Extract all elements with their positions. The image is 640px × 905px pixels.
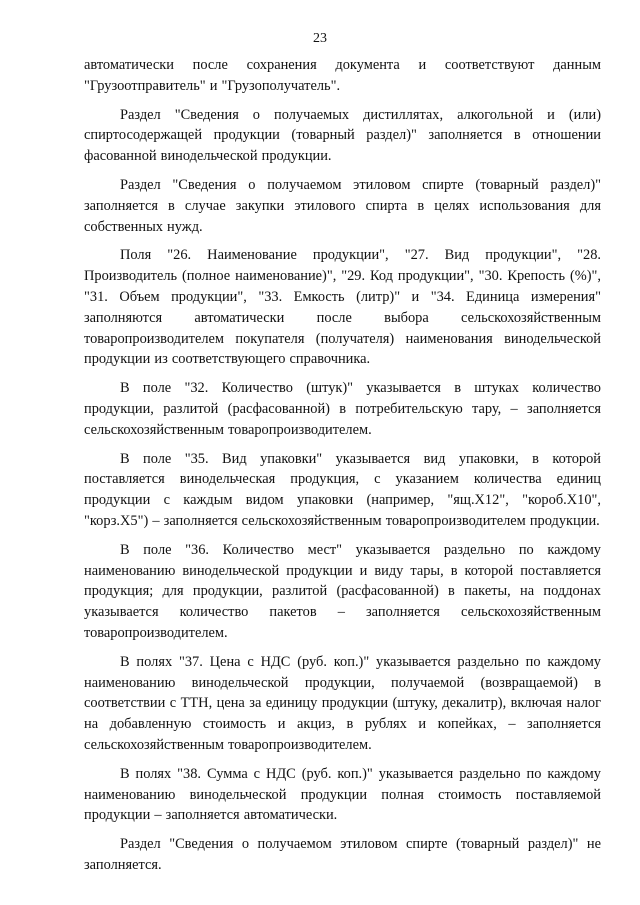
paragraph-field-32: В поле "32. Количество (штук)" указывается в штуках количество продукции, разлитой (расфасованной) в потребительскую тару, – заполняется сельскохозяйственным товаропроизводителем. <box>84 380 601 438</box>
paragraph-field-36: В поле "36. Количество мест" указывается раздельно по каждому наименованию винодельческой продукции и виду тары, в которой поставляется продукция; для продукции, разлитой (расфасованной) в пакеты, на поддонах указывается количество пакетов – заполняется сельскохозяйственным товаропроизводителем. <box>84 541 601 641</box>
paragraph-ethyl-spirit-section: Раздел "Сведения о получаемом этиловом спирте (товарный раздел)" заполняется в случае закупки этилового спирта в целях использования для собственных нужд. <box>84 176 601 235</box>
paragraph-field-35: В поле "35. Вид упаковки" указывается вид упаковки, в которой поставляется винодельческая продукция, с указанием количества единиц продукции с каждым видом упаковки (например, "ящ.Х12", "короб.Х10", "корз.Х5") – заполняется сельскохозяйственным товаропроизводителем продукции. <box>84 450 601 529</box>
paragraph-fields-26-34: Поля "26. Наименование продукции", "27. Вид продукции", "28. Производитель (полное наименование)", "29. Код продукции", "30. Крепость (%)", "31. Объем продукции", "33. Емкость (литр)" и "34. Единица измерения" заполняются автоматически после выбора сельскохозяйственным товаропроизводителем покупателя (получателя) наименования винодельческой продукции из соответствующего справочника. <box>84 247 601 368</box>
paragraph-field-37: В полях "37. Цена с НДС (руб. коп.)" указывается раздельно по каждому наименованию винодельческой продукции, получаемой (возвращаемой) в соответствии с ТТН, цена за единицу продукции (штуку, декалитр), включая налог на добавленную стоимость и акциз, в рублях и копейках, – заполняется сельскохозяйственным товаропроизводителем. <box>84 653 601 753</box>
paragraph-ethyl-spirit-not-filled: Раздел "Сведения о получаемом этиловом спирте (товарный раздел)" не заполняется. <box>84 836 601 873</box>
document-body <box>84 55 601 876</box>
page-number: 23 <box>313 31 327 46</box>
paragraph-field-38: В полях "38. Сумма с НДС (руб. коп.)" указывается раздельно по каждому наименованию винодельческой продукции полная стоимость поставляемой продукции – заполняется автоматически. <box>84 765 601 824</box>
paragraph-continuation: автоматически после сохранения документа и соответствуют данным "Грузоотправитель" и "Грузополучатель". <box>84 57 601 94</box>
paragraph-distillates-section: Раздел "Сведения о получаемых дистиллятах, алкогольной и (или) спиртосодержащей продукции (товарный раздел)" заполняется в отношении фасованной винодельческой продукции. <box>84 106 601 165</box>
